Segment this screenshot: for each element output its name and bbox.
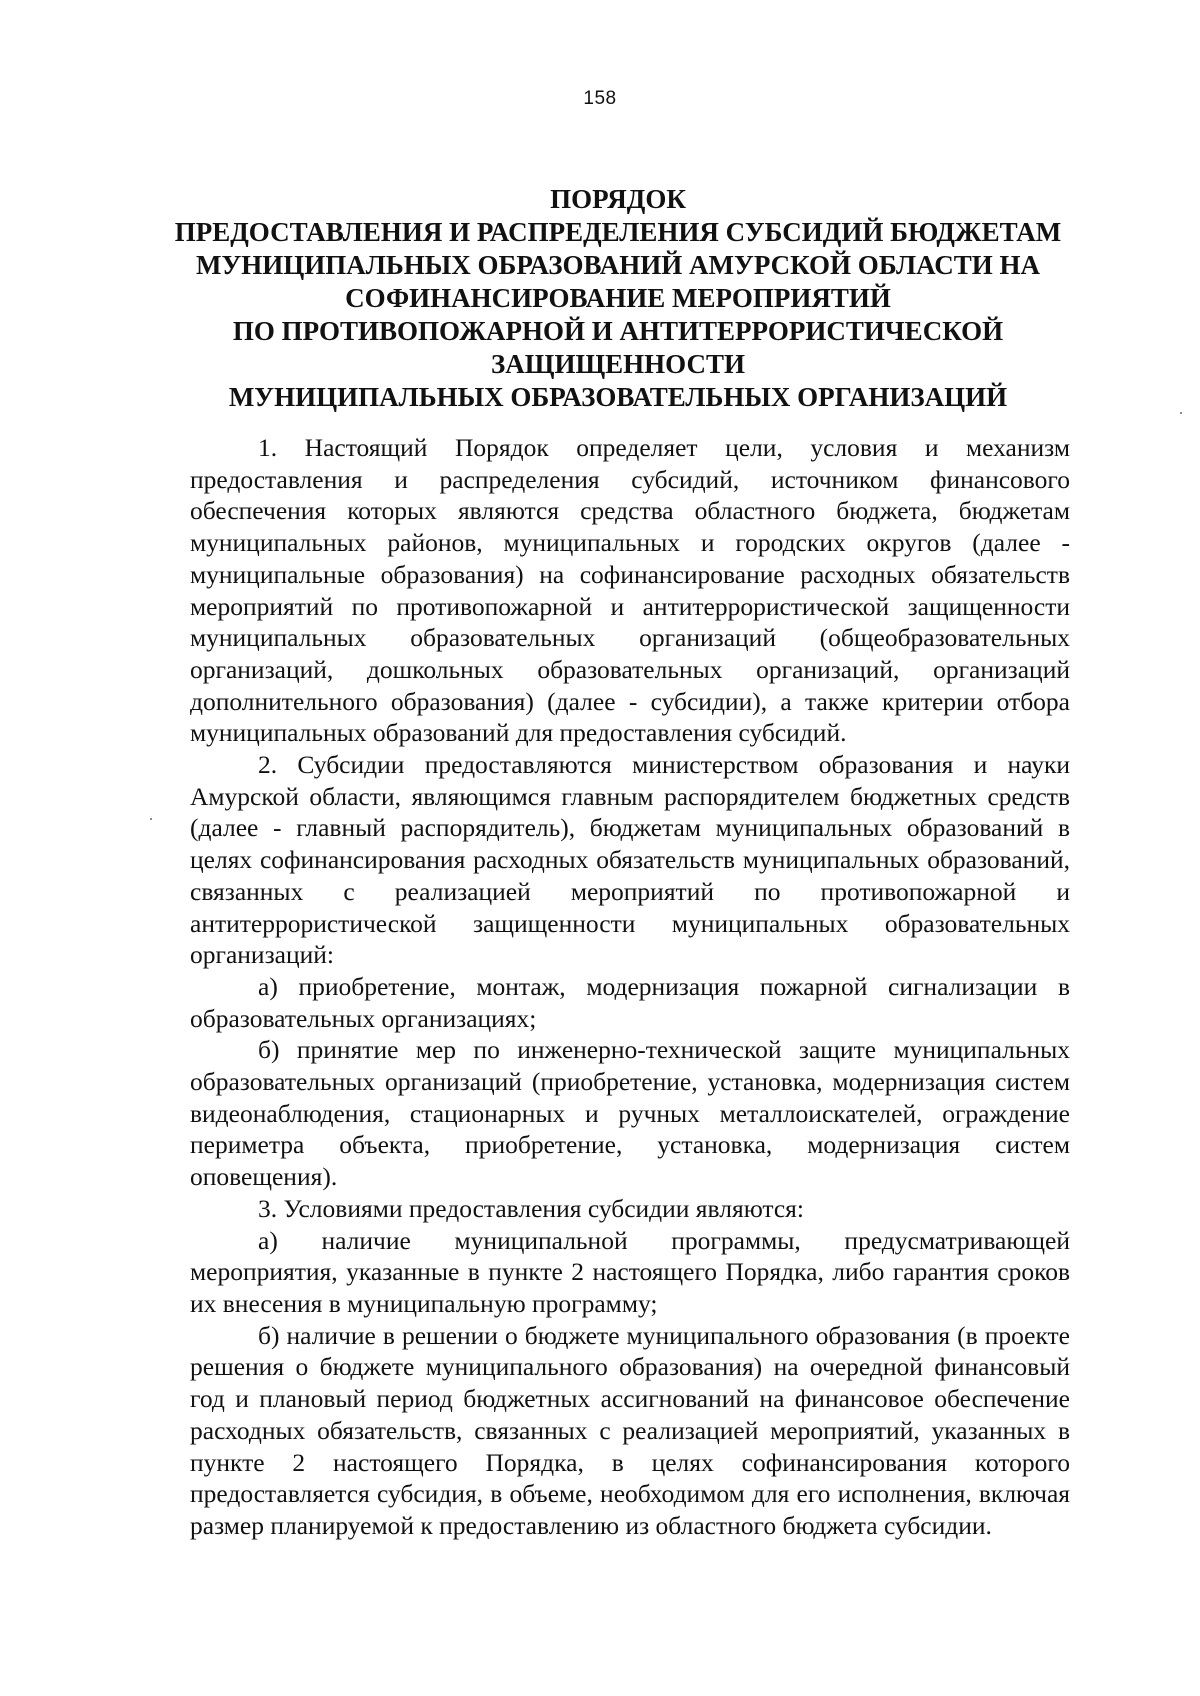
document-body: [190, 432, 1070, 1542]
paragraph-2b: б) принятие мер по инженерно-технической защите муниципальных образовательных организаций (приобретение, установка, модернизация систем видеонаблюдения, стационарных и ручных металлоискателей, ограждение периметра объекта, приобретение, установка, модернизация систем оповещения).: [190, 1035, 1070, 1192]
title-line: СОФИНАНСИРОВАНИЕ МЕРОПРИЯТИЙ: [345, 283, 891, 313]
scan-speck: [150, 818, 152, 820]
title-line: МУНИЦИПАЛЬНЫХ ОБРАЗОВАТЕЛЬНЫХ ОРГАНИЗАЦИЙ: [228, 382, 1008, 412]
title-line: ПОРЯДОК: [550, 184, 686, 214]
paragraph-3b: б) наличие в решении о бюджете муниципального образования (в проекте решения о бюджете муниципального образования) на очередной финансовый год и плановый период бюджетных ассигнований на финансовое обеспечение расходных обязательств, связанных с реализацией мероприятий, указанных в пункте 2 настоящего Порядка, в целях софинансирования которого предоставляется субсидия, в объеме, необходимом для его исполнения, включая размер планируемой к предоставлению из областного бюджета субсидии.: [190, 1320, 1070, 1540]
title-line: ЗАЩИЩЕННОСТИ: [491, 349, 745, 379]
paragraph-3a: а) наличие муниципальной программы, предусматривающей мероприятия, указанные в пункте 2 настоящего Порядка, либо гарантия сроков их внесения в муниципальную программу;: [190, 1225, 1070, 1318]
page-number: 158: [583, 88, 617, 109]
title-line: МУНИЦИПАЛЬНЫХ ОБРАЗОВАНИЙ АМУРСКОЙ ОБЛАСТИ НА: [195, 250, 1041, 280]
paragraph-3: 3. Условиями предоставления субсидии являются:: [258, 1193, 804, 1223]
title-line: ПО ПРОТИВОПОЖАРНОЙ И АНТИТЕРРОРИСТИЧЕСКОЙ: [232, 316, 1004, 346]
paragraph-1: 1. Настоящий Порядок определяет цели, условия и механизм предоставления и распределения субсидий, источником финансового обеспечения которых являются средства областного бюджета, бюджетам муниципальных районов, муниципальных и городских округов (далее - муниципальные образования) на софинансирование расходных обязательств мероприятий по противопожарной и антитеррористической защищенности муниципальных образовательных организаций (общеобразовательных организаций, дошкольных образовательных организаций, организаций дополнительного образования) (далее - субсидии), а также критерии отбора муниципальных образований для предоставления субсидий.: [190, 433, 1070, 748]
document-title: [170, 183, 1066, 414]
scan-speck: [1180, 412, 1182, 414]
title-line: ПРЕДОСТАВЛЕНИЯ И РАСПРЕДЕЛЕНИЯ СУБСИДИЙ БЮДЖЕТАМ: [174, 217, 1062, 247]
paragraph-2a: а) приобретение, монтаж, модернизация пожарной сигнализации в образовательных организациях;: [190, 971, 1070, 1033]
paragraph-2: 2. Субсидии предоставляются министерством образования и науки Амурской области, являющимся главным распорядителем бюджетных средств (далее - главный распорядитель), бюджетам муниципальных образований в целях софинансирования расходных обязательств муниципальных образований, связанных с реализацией мероприятий по противопожарной и антитеррористической защищенности муниципальных образовательных организаций:: [190, 750, 1070, 970]
